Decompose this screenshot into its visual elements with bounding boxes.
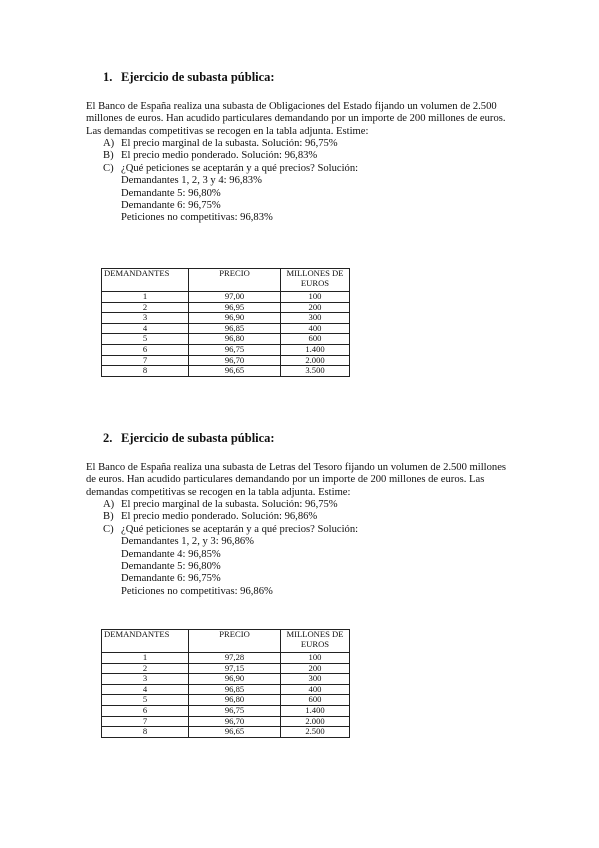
table-cell: 97,28 (189, 653, 281, 664)
solution-line: Demandantes 1, 2, y 3: 96,86% (121, 536, 254, 548)
table-cell: 96,85 (189, 684, 281, 695)
question-label: A) (103, 138, 115, 149)
table-cell: 2.000 (281, 716, 350, 727)
exercise-intro: El Banco de España realiza una subasta de Letras del Tesoro fijando un volumen de 2.500 millones de euros. Han acudido particulares demandando por un importe de 200 millones de euros. Las demandas competitivas se recogen en la tabla adjunta. Estime: (86, 462, 507, 498)
table-cell: 400 (281, 684, 350, 695)
question-item (103, 150, 358, 162)
table-header-row (102, 269, 350, 292)
table-cell: 200 (281, 663, 350, 674)
table-cell: 300 (281, 674, 350, 685)
exercise-heading (103, 70, 275, 85)
table-row (102, 705, 350, 716)
table-row (102, 727, 350, 738)
table-row (102, 716, 350, 727)
table-cell: 4 (102, 323, 189, 334)
table-cell: 600 (281, 334, 350, 345)
question-label: B) (103, 511, 114, 523)
question-item (103, 524, 358, 536)
solution-line: Demandante 6: 96,75% (121, 573, 221, 585)
table-cell: 96,70 (189, 716, 281, 727)
table-row (102, 366, 350, 377)
question-list (103, 138, 358, 225)
question-text: El precio medio ponderado. Solución: 96,86% (121, 511, 318, 523)
table-row (102, 684, 350, 695)
column-header: MILLONES DE EUROS (281, 630, 350, 653)
exercise-number: 1. (103, 70, 113, 84)
table-cell: 600 (281, 695, 350, 706)
table-cell: 96,80 (189, 334, 281, 345)
table-cell: 97,00 (189, 292, 281, 303)
question-item (103, 163, 358, 175)
table-cell: 3.500 (281, 366, 350, 377)
table-row (102, 674, 350, 685)
solution-line: Peticiones no competitivas: 96,86% (121, 585, 273, 597)
table-row (102, 695, 350, 706)
solution-line: Demandante 6: 96,75% (121, 199, 221, 211)
question-item (103, 499, 358, 511)
table-cell: 6 (102, 344, 189, 355)
column-header: PRECIO (189, 630, 281, 653)
question-item (103, 511, 358, 523)
table-cell: 8 (102, 366, 189, 377)
table-cell: 2.000 (281, 355, 350, 366)
column-header: DEMANDANTES (102, 269, 189, 292)
table-cell: 7 (102, 716, 189, 727)
auction-table (101, 629, 350, 738)
table-cell: 100 (281, 292, 350, 303)
question-text: El precio marginal de la subasta. Solución: 96,75% (121, 499, 338, 510)
table-row (102, 292, 350, 303)
question-text: ¿Qué peticiones se aceptarán y a qué precios? Solución: (121, 162, 359, 174)
table-cell: 96,75 (189, 344, 281, 355)
question-label: C) (103, 162, 114, 174)
table-cell: 1 (102, 653, 189, 664)
auction-table (101, 268, 350, 377)
table-cell: 5 (102, 695, 189, 706)
solution-line: Demandante 4: 96,85% (121, 548, 221, 560)
table-row (102, 302, 350, 313)
question-label: A) (103, 499, 115, 510)
table-cell: 96,90 (189, 313, 281, 324)
solution-line: Peticiones no competitivas: 96,83% (121, 212, 273, 224)
solution-line: Demandante 5: 96,80% (121, 560, 221, 572)
exercise-intro: El Banco de España realiza una subasta de Obligaciones del Estado fijando un volumen de 2.500 millones de euros. Han acudido particulares demandando por un importe de 200 millones de euros. Las demandas competitivas se recogen en la tabla adjunta. Estime: (86, 101, 506, 137)
exercise-heading (103, 431, 275, 446)
table-cell: 96,65 (189, 727, 281, 738)
exercise-title: Ejercicio de subasta pública: (121, 70, 275, 84)
table-row (102, 334, 350, 345)
table-cell: 1 (102, 292, 189, 303)
table-row (102, 344, 350, 355)
table-cell: 400 (281, 323, 350, 334)
table-cell: 200 (281, 302, 350, 313)
table-cell: 2.500 (281, 727, 350, 738)
table-cell: 96,95 (189, 302, 281, 313)
question-item (103, 138, 358, 150)
table-cell: 96,80 (189, 695, 281, 706)
table-cell: 8 (102, 727, 189, 738)
column-header: PRECIO (189, 269, 281, 292)
exercise-number: 2. (103, 431, 113, 445)
table-cell: 96,65 (189, 366, 281, 377)
table-cell: 2 (102, 663, 189, 674)
table-cell: 3 (102, 674, 189, 685)
table-header-row (102, 630, 350, 653)
table-cell: 96,75 (189, 705, 281, 716)
table-row (102, 663, 350, 674)
table-cell: 300 (281, 313, 350, 324)
column-header: DEMANDANTES (102, 630, 189, 653)
table-cell: 96,90 (189, 674, 281, 685)
table-cell: 3 (102, 313, 189, 324)
table-cell: 7 (102, 355, 189, 366)
table-row (102, 355, 350, 366)
solution-line: Demandante 5: 96,80% (121, 187, 221, 199)
table-cell: 1.400 (281, 344, 350, 355)
table-row (102, 653, 350, 664)
table-cell: 2 (102, 302, 189, 313)
table-row (102, 313, 350, 324)
question-label: C) (103, 523, 114, 535)
table-cell: 6 (102, 705, 189, 716)
table-cell: 96,85 (189, 323, 281, 334)
table-cell: 5 (102, 334, 189, 345)
table-row (102, 323, 350, 334)
question-label: B) (103, 150, 114, 162)
column-header: MILLONES DE EUROS (281, 269, 350, 292)
question-text: El precio medio ponderado. Solución: 96,83% (121, 150, 318, 162)
question-text: El precio marginal de la subasta. Solución: 96,75% (121, 138, 338, 149)
question-text: ¿Qué peticiones se aceptarán y a qué precios? Solución: (121, 523, 359, 535)
question-list (103, 499, 358, 598)
table-cell: 100 (281, 653, 350, 664)
table-cell: 96,70 (189, 355, 281, 366)
table-cell: 4 (102, 684, 189, 695)
table-cell: 1.400 (281, 705, 350, 716)
table-cell: 97,15 (189, 663, 281, 674)
exercise-title: Ejercicio de subasta pública: (121, 431, 275, 445)
solution-line: Demandantes 1, 2, 3 y 4: 96,83% (121, 175, 262, 187)
